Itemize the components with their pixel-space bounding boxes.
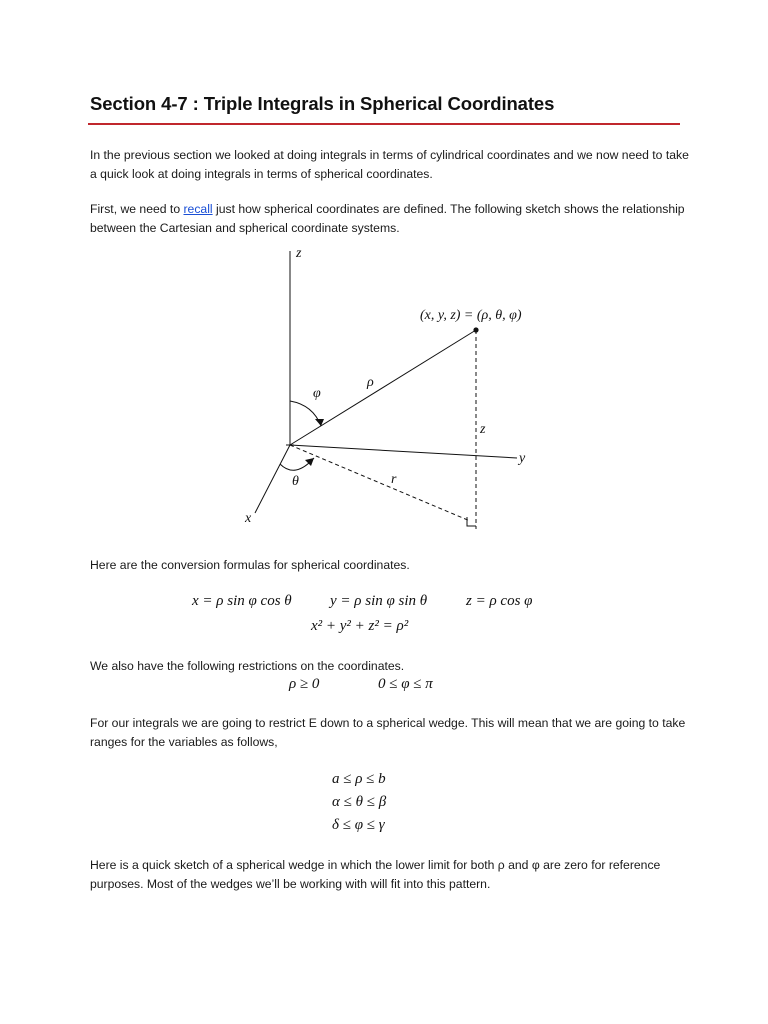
- z-height-label: z: [480, 422, 486, 437]
- theta-label: θ: [292, 474, 299, 489]
- sum-of-squares-formula: x² + y² + z² = ρ²: [311, 618, 409, 634]
- x-formula: x = ρ sin φ cos θ: [192, 593, 292, 609]
- theta-range: α ≤ θ ≤ β: [332, 794, 387, 810]
- restrictions-intro: We also have the following restrictions on the coordinates.: [90, 659, 405, 673]
- rho-range: a ≤ ρ ≤ b: [332, 771, 386, 787]
- point-coordinates-label: (x, y, z) = (ρ, θ, φ): [420, 308, 522, 323]
- y-formula: y = ρ sin φ sin θ: [330, 593, 428, 609]
- z-formula: z = ρ cos φ: [466, 593, 533, 609]
- z-axis-label: z: [296, 246, 302, 261]
- intro-paragraph: In the previous section we looked at doing integrals in terms of cylindrical coordinates and we now need to take a quick look at doing integrals in terms of spherical coordinates.: [90, 148, 689, 181]
- y-axis-label: y: [519, 451, 526, 466]
- title-underline: [88, 123, 680, 125]
- recall-paragraph: [90, 200, 690, 238]
- wedge-intro: For our integrals we are going to restrict E down to a spherical wedge. This will mean that we are going to take ranges for the variables as follows,: [90, 716, 686, 749]
- r-projection-line: [290, 445, 470, 521]
- phi-restriction: 0 ≤ φ ≤ π: [378, 676, 433, 692]
- page-title: Section 4-7 : Triple Integrals in Spherical Coordinates: [90, 93, 555, 114]
- recall-link[interactable]: recall: [183, 202, 213, 216]
- phi-arc: [290, 401, 321, 426]
- x-axis-label: x: [245, 511, 252, 526]
- point-dot: [473, 327, 478, 332]
- phi-range: δ ≤ φ ≤ γ: [332, 817, 385, 833]
- conversion-intro: Here are the conversion formulas for spherical coordinates.: [90, 558, 410, 572]
- sketch-paragraph: Here is a quick sketch of a spherical wedge in which the lower limit for both ρ and φ are zero for reference purposes. Most of the wedges we’ll be working with will fit into this pattern.: [90, 858, 661, 891]
- rho-label: ρ: [367, 375, 374, 390]
- phi-label: φ: [313, 386, 321, 401]
- right-angle-marker: [467, 517, 476, 526]
- r-label: r: [391, 472, 397, 487]
- rho-restriction: ρ ≥ 0: [289, 676, 320, 692]
- spherical-coordinates-diagram: [240, 245, 550, 535]
- x-axis-line: [255, 445, 290, 513]
- y-axis-line: [290, 445, 517, 458]
- recall-text-before: First, we need to: [90, 202, 184, 216]
- recall-text-after: just how spherical coordinates are defined. The following sketch shows the relationship between the Cartesian and spherical coordinate systems.: [90, 202, 685, 235]
